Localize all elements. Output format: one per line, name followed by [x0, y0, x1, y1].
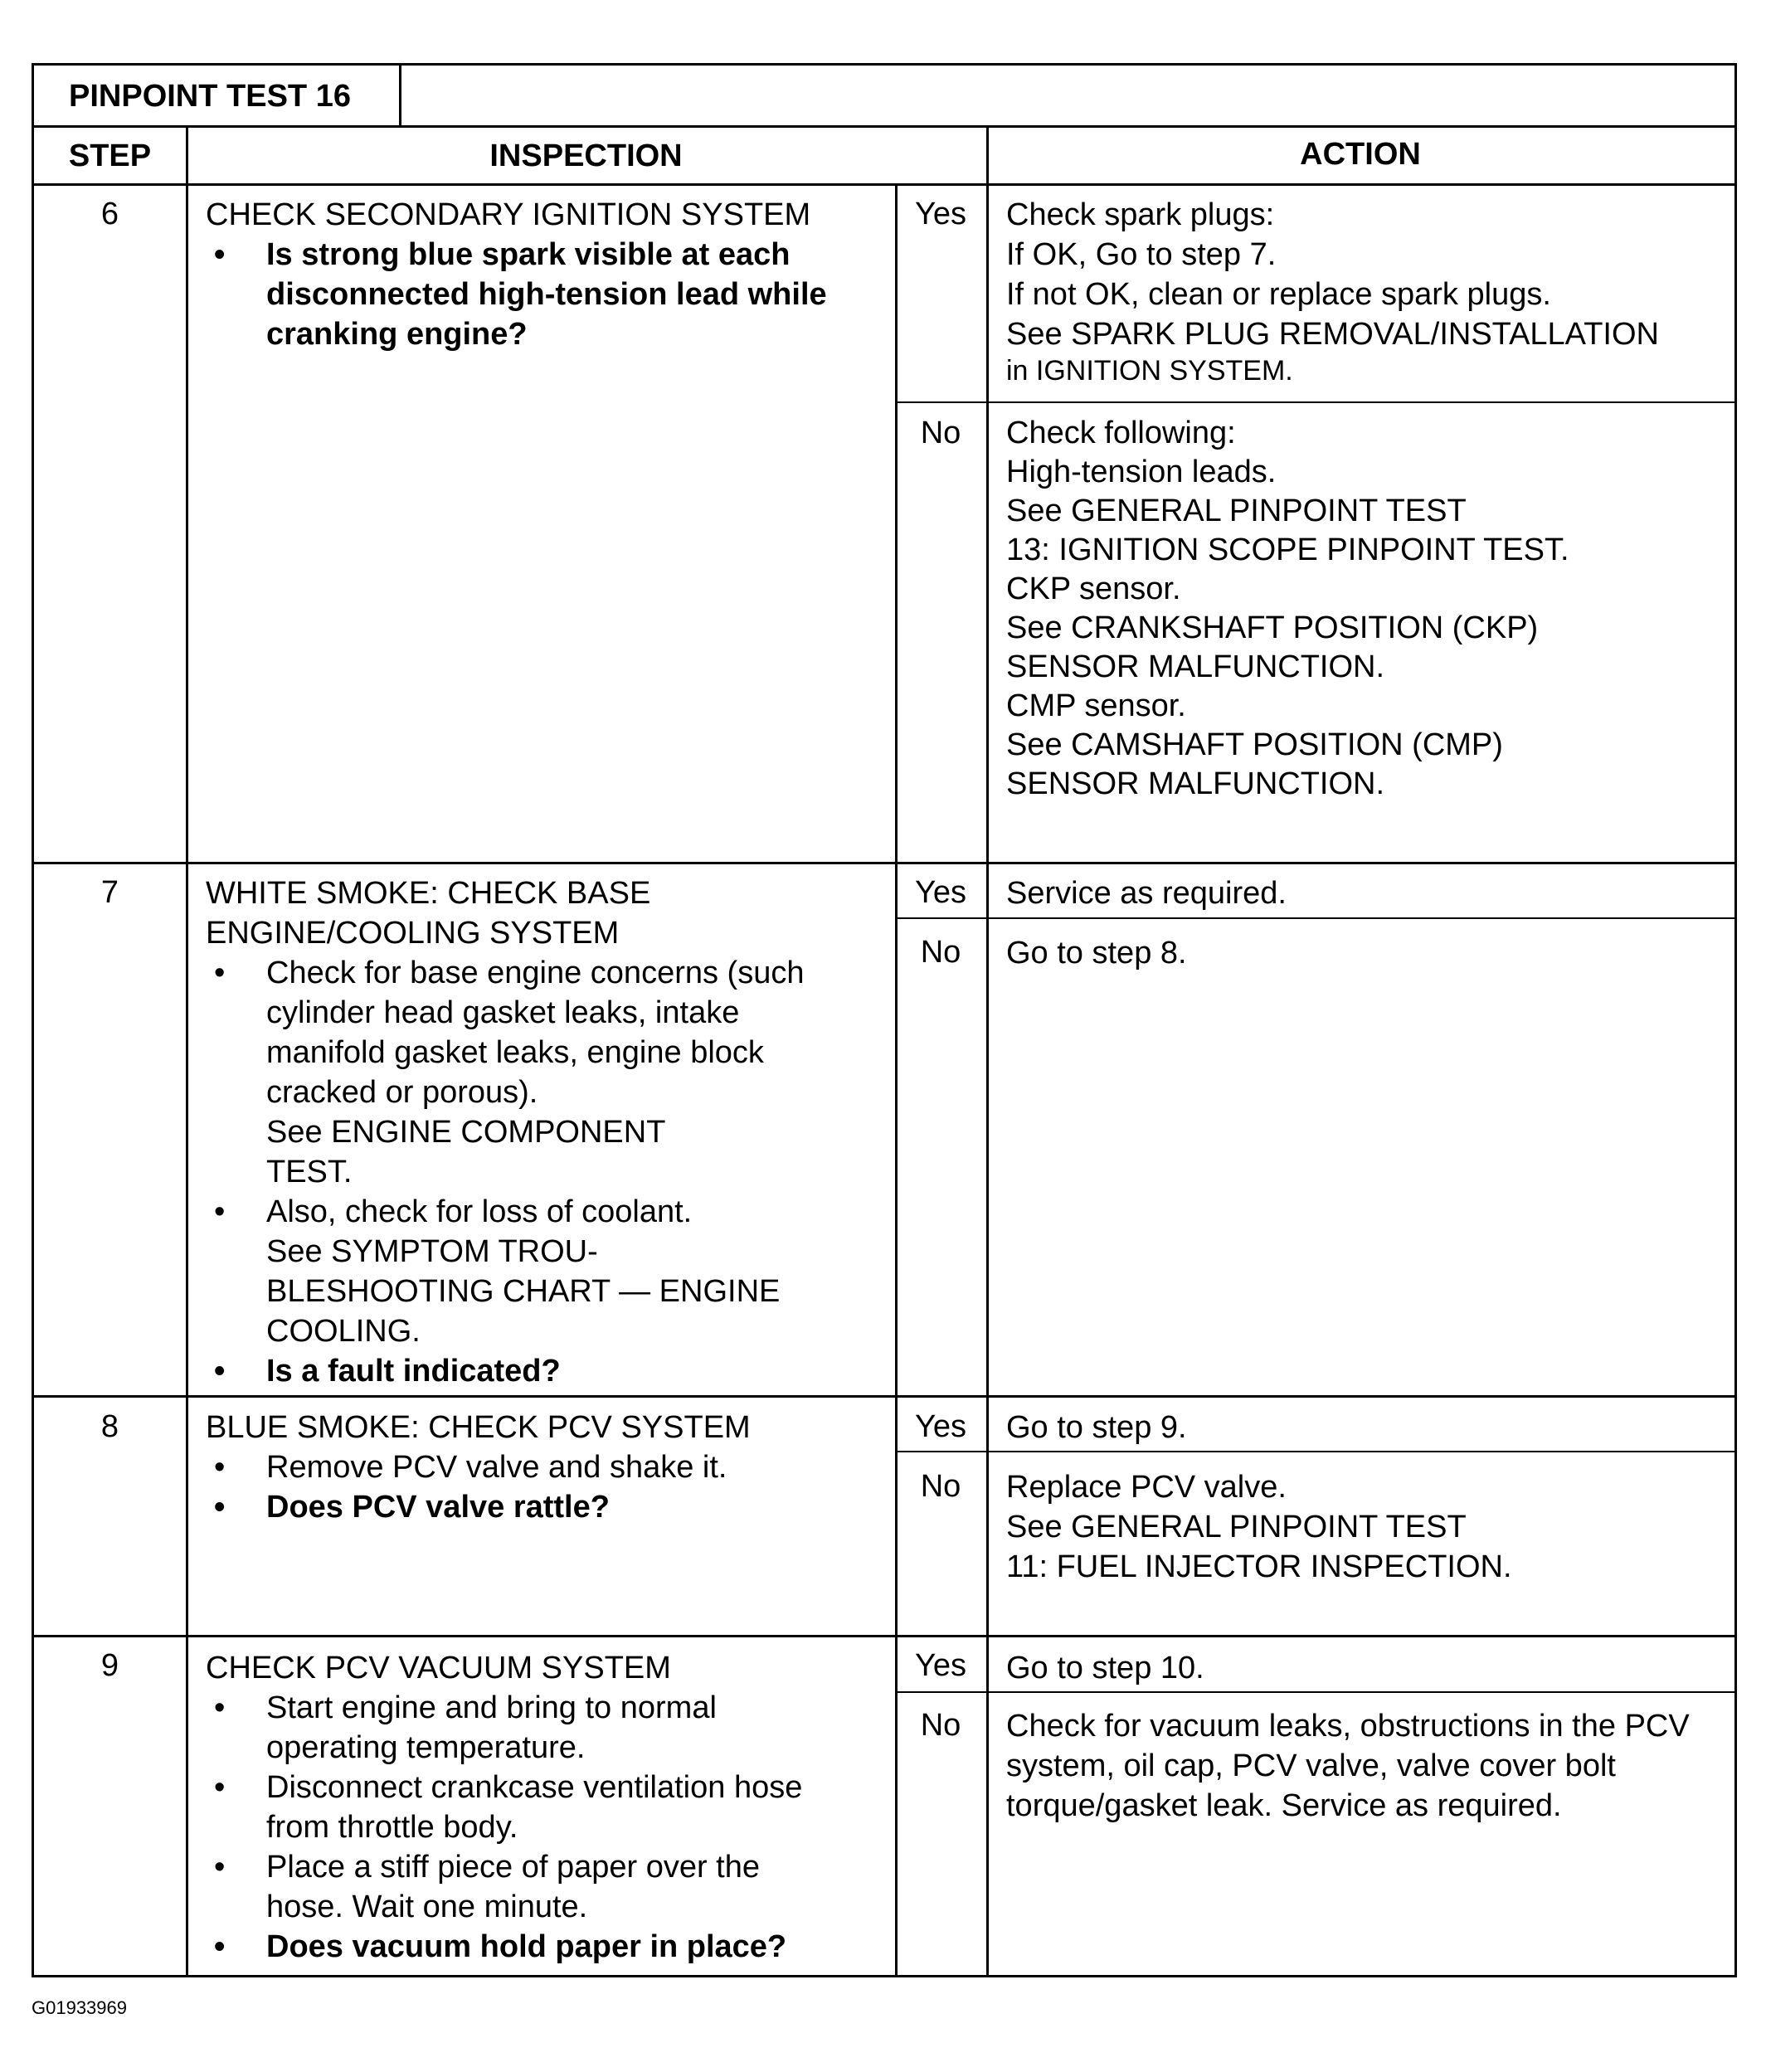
bullet-line: TEST. — [266, 1155, 353, 1189]
action-line: See GENERAL PINPOINT TEST — [1006, 494, 1467, 528]
title-rule — [34, 125, 1734, 128]
step-inspection — [206, 195, 886, 354]
bullet-list — [206, 235, 886, 354]
bullet-line: hose. Wait one minute. — [266, 1890, 588, 1924]
figure-id: G01933969 — [32, 1997, 127, 2018]
row-rule — [34, 1395, 1734, 1398]
action-line: If not OK, clean or replace spark plugs. — [1006, 277, 1551, 312]
action-line: Replace PCV valve. — [1006, 1470, 1287, 1505]
step-number: 9 — [100, 1648, 119, 1683]
bullet-line: • Also, check for loss of coolant. — [266, 1194, 693, 1229]
action-line: Go to step 9. — [1006, 1410, 1187, 1445]
step-heading: CHECK SECONDARY IGNITION SYSTEM — [206, 197, 811, 232]
bullet-list — [206, 1447, 886, 1527]
bullet-item — [206, 235, 886, 354]
bullet-line: manifold gasket leaks, engine block — [266, 1035, 764, 1070]
yes-no-rule — [895, 401, 1734, 403]
bullet-line: from throttle body. — [266, 1810, 518, 1845]
action-line: Service as required. — [1006, 876, 1287, 911]
action-line: Check for vacuum leaks, obstructions in the PCV — [1006, 1709, 1690, 1744]
action-line: CKP sensor. — [1006, 572, 1181, 606]
action-line: 11: FUEL INJECTOR INSPECTION. — [1006, 1549, 1512, 1584]
bullet-item — [206, 1351, 886, 1391]
yes-no-rule — [895, 917, 1734, 919]
no-action — [1006, 1706, 1728, 1826]
bullet-item — [206, 1688, 886, 1768]
step-inspection — [206, 873, 886, 1391]
action-line: torque/gasket leak. Service as required. — [1006, 1788, 1562, 1823]
bullet-line: • Check for base engine concerns (such — [266, 956, 805, 990]
bullet-item — [206, 1847, 886, 1927]
bullet-item — [206, 1192, 886, 1351]
yes-action — [1006, 195, 1728, 387]
title-divider — [399, 66, 401, 127]
header-step: STEP — [68, 139, 152, 173]
table-title: PINPOINT TEST 16 — [69, 79, 351, 114]
yes-action — [1006, 873, 1728, 913]
yesno-column-divider — [895, 183, 898, 1975]
action-line: See SPARK PLUG REMOVAL/INSTALLATION — [1006, 317, 1659, 352]
action-line: system, oil cap, PCV valve, valve cover bolt — [1006, 1749, 1616, 1783]
action-line: SENSOR MALFUNCTION. — [1006, 649, 1385, 684]
step-heading: WHITE SMOKE: CHECK BASE — [206, 876, 651, 911]
action-line: 13: IGNITION SCOPE PINPOINT TEST. — [1006, 533, 1569, 567]
bullet-line: • Remove PCV valve and shake it. — [266, 1450, 727, 1485]
yes-no-rule — [895, 1691, 1734, 1693]
bullet-line: • Does vacuum hold paper in place? — [266, 1929, 787, 1964]
yes-label: Yes — [915, 875, 966, 910]
bullet-line: • Start engine and bring to normal — [266, 1690, 717, 1725]
step-inspection — [206, 1648, 886, 1967]
action-line: High-tension leads. — [1006, 455, 1277, 489]
action-line: See CAMSHAFT POSITION (CMP) — [1006, 727, 1503, 762]
action-line: CMP sensor. — [1006, 688, 1186, 723]
pinpoint-test-table — [32, 63, 1737, 1977]
action-line: Go to step 10. — [1006, 1651, 1204, 1685]
bullet-line: BLESHOOTING CHART — ENGINE — [266, 1274, 781, 1309]
bullet-line: See SYMPTOM TROU- — [266, 1234, 598, 1269]
action-line: If OK, Go to step 7. — [1006, 237, 1277, 272]
bullet-line: • Is a fault indicated? — [266, 1354, 561, 1389]
bullet-item — [206, 1447, 886, 1487]
bullet-line: • Disconnect crankcase ventilation hose — [266, 1770, 803, 1805]
bullet-line: disconnected high-tension lead while — [266, 277, 827, 312]
action-line: Go to step 8. — [1006, 936, 1187, 970]
bullet-line: • Place a stiff piece of paper over the — [266, 1850, 760, 1885]
bullet-item — [206, 1927, 886, 1967]
step-number: 7 — [100, 875, 119, 910]
action-line: Check spark plugs: — [1006, 197, 1275, 232]
row-rule — [34, 1635, 1734, 1637]
bullet-line: See ENGINE COMPONENT — [266, 1115, 666, 1150]
yes-label: Yes — [915, 1648, 966, 1683]
step-heading: ENGINE/COOLING SYSTEM — [206, 916, 620, 951]
step-heading: BLUE SMOKE: CHECK PCV SYSTEM — [206, 1410, 751, 1445]
action-line: Check following: — [1006, 416, 1236, 450]
row-rule — [34, 862, 1734, 864]
bullet-line: cracked or porous). — [266, 1075, 538, 1110]
bullet-item — [206, 953, 886, 1192]
step-column-divider — [186, 125, 188, 1975]
bullet-line: cranking engine? — [266, 317, 528, 352]
bullet-list — [206, 1688, 886, 1967]
yes-label: Yes — [915, 1409, 966, 1444]
no-label: No — [920, 935, 961, 970]
action-line: in IGNITION SYSTEM. — [1006, 355, 1293, 387]
bullet-item — [206, 1487, 886, 1527]
step-heading: CHECK PCV VACUUM SYSTEM — [206, 1651, 671, 1685]
yes-no-rule — [895, 1451, 1734, 1452]
action-line: See GENERAL PINPOINT TEST — [1006, 1510, 1467, 1544]
no-action — [1006, 1467, 1728, 1587]
no-action — [1006, 933, 1728, 973]
header-action: ACTION — [1300, 137, 1421, 172]
bullet-line: • Does PCV valve rattle? — [266, 1490, 610, 1525]
step-number: 6 — [100, 197, 119, 231]
bullet-line: • Is strong blue spark visible at each — [266, 237, 791, 272]
header-rule — [34, 183, 1734, 186]
yes-label: Yes — [915, 197, 966, 231]
no-label: No — [920, 1708, 961, 1743]
no-action — [1006, 414, 1728, 804]
bullet-list — [206, 953, 886, 1391]
bullet-item — [206, 1768, 886, 1847]
action-line: SENSOR MALFUNCTION. — [1006, 766, 1385, 801]
step-inspection — [206, 1408, 886, 1527]
step-number: 8 — [100, 1409, 119, 1444]
action-line: See CRANKSHAFT POSITION (CKP) — [1006, 610, 1539, 645]
bullet-line: COOLING. — [266, 1314, 421, 1349]
no-label: No — [920, 1469, 961, 1504]
no-label: No — [920, 416, 961, 450]
yes-action — [1006, 1408, 1728, 1447]
yes-action — [1006, 1648, 1728, 1688]
header-inspection: INSPECTION — [489, 139, 683, 173]
bullet-line: cylinder head gasket leaks, intake — [266, 995, 740, 1030]
bullet-line: operating temperature. — [266, 1730, 586, 1765]
